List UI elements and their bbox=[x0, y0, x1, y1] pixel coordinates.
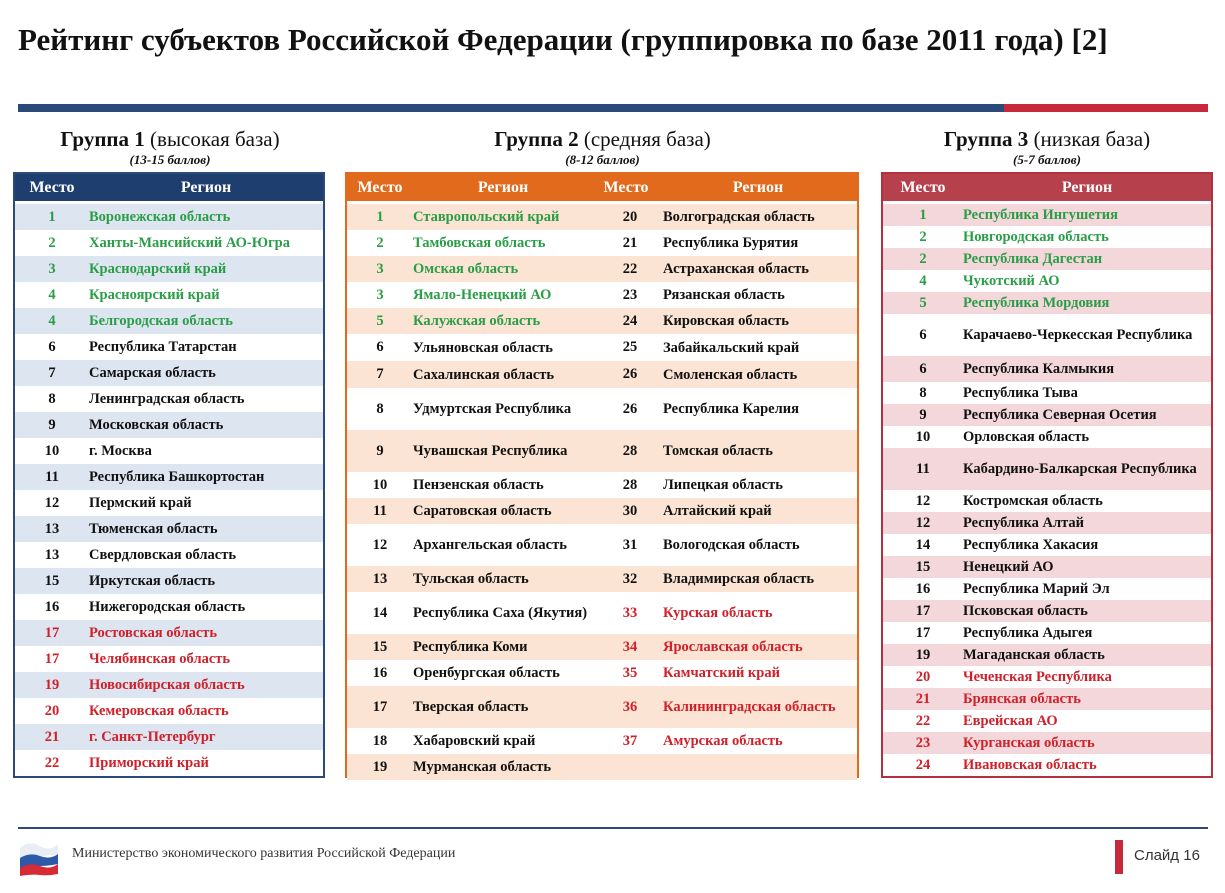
table-row bbox=[347, 634, 857, 660]
slide-number: Слайд 16 bbox=[1134, 847, 1200, 864]
row-region-b: Ярославская область bbox=[663, 639, 803, 655]
row-place-b: 33 bbox=[622, 604, 638, 621]
table-row bbox=[347, 430, 857, 472]
table-row bbox=[347, 498, 857, 524]
table-row bbox=[15, 308, 323, 334]
table-row bbox=[15, 438, 323, 464]
row-region-a: Тверская область bbox=[413, 699, 529, 715]
row-place: 12 bbox=[44, 494, 60, 511]
footer-divider bbox=[18, 827, 1208, 829]
row-region: Карачаево-Черкесская Республика bbox=[963, 327, 1193, 343]
row-region: Московская область bbox=[89, 417, 224, 433]
row-place: 5 bbox=[919, 294, 927, 311]
row-place-b: 25 bbox=[622, 339, 638, 355]
table-row bbox=[15, 412, 323, 438]
row-region-a: Республика Саха (Якутия) bbox=[413, 605, 588, 621]
row-region: Челябинская область bbox=[89, 651, 231, 667]
row-place-b: 28 bbox=[622, 476, 638, 493]
row-place: 4 bbox=[48, 286, 56, 303]
group3-base: (низкая база) bbox=[1033, 127, 1151, 151]
row-region-b: Вологодская область bbox=[663, 537, 800, 553]
ministry-name: Министерство экономического развития Российской Федерации bbox=[72, 846, 456, 861]
table-row bbox=[883, 204, 1211, 226]
row-place-a: 6 bbox=[376, 339, 384, 355]
row-place: 15 bbox=[915, 558, 931, 575]
table-row bbox=[883, 404, 1211, 426]
table-row bbox=[883, 226, 1211, 248]
group1-subtitle: (13-15 баллов) bbox=[129, 152, 211, 167]
table-row bbox=[15, 204, 323, 230]
row-region: Республика Дагестан bbox=[963, 251, 1103, 267]
table-row bbox=[347, 308, 857, 334]
row-place: 20 bbox=[44, 702, 60, 719]
row-place: 24 bbox=[915, 756, 931, 773]
table-row bbox=[883, 666, 1211, 688]
row-place: 21 bbox=[915, 690, 931, 707]
row-place-a: 17 bbox=[372, 698, 388, 715]
table-row bbox=[883, 248, 1211, 270]
row-region: Курганская область bbox=[963, 735, 1095, 751]
table-row bbox=[883, 490, 1211, 512]
row-region-a: Саратовская область bbox=[413, 503, 552, 519]
row-region-b: Курская область bbox=[663, 605, 773, 621]
row-place: 17 bbox=[915, 602, 931, 619]
table-row bbox=[347, 282, 857, 308]
row-region-a: Ямало-Ненецкий АО bbox=[413, 287, 552, 303]
row-place: 16 bbox=[44, 598, 60, 615]
table-row bbox=[347, 334, 857, 361]
table-row bbox=[15, 256, 323, 282]
row-place-a: 7 bbox=[376, 366, 384, 382]
row-region-b: Волгоградская область bbox=[663, 209, 815, 225]
table-row bbox=[347, 361, 857, 388]
table-row bbox=[15, 360, 323, 386]
table-row bbox=[15, 620, 323, 646]
row-region: Орловская область bbox=[963, 429, 1090, 445]
table-row bbox=[883, 314, 1211, 356]
group1-col-region: Регион bbox=[180, 178, 232, 196]
row-place-a: 5 bbox=[376, 312, 384, 329]
row-region-b: Липецкая область bbox=[663, 477, 783, 493]
row-region: Пермский край bbox=[89, 495, 192, 511]
group2-base: (средняя база) bbox=[583, 127, 711, 151]
group3-col-place: Место bbox=[900, 178, 946, 196]
row-region-b: Алтайский край bbox=[663, 503, 772, 519]
row-place-b: 20 bbox=[622, 208, 638, 225]
row-region-b: Забайкальский край bbox=[663, 339, 800, 356]
table-row bbox=[15, 646, 323, 672]
row-place: 19 bbox=[44, 676, 60, 693]
table-row bbox=[15, 464, 323, 490]
row-region: Республика Северная Осетия bbox=[963, 407, 1157, 423]
row-place: 22 bbox=[44, 754, 60, 771]
table-row bbox=[15, 542, 323, 568]
row-place: 16 bbox=[915, 580, 931, 597]
table-row bbox=[883, 512, 1211, 534]
table-row bbox=[883, 622, 1211, 644]
row-place: 15 bbox=[44, 572, 60, 589]
row-region: Нижегородская область bbox=[89, 599, 246, 615]
row-region-a: Тульская область bbox=[413, 571, 529, 587]
row-place: 2 bbox=[919, 228, 927, 245]
row-place: 14 bbox=[915, 536, 931, 553]
row-region-a: Мурманская область bbox=[413, 759, 552, 775]
row-place-a: 13 bbox=[372, 570, 388, 587]
row-region-b: Калининградская область bbox=[663, 699, 836, 715]
row-place-a: 3 bbox=[376, 286, 384, 303]
row-place: 4 bbox=[919, 272, 927, 289]
page-title: Рейтинг субъектов Российской Федерации (группировка по базе 2011 года) [2] bbox=[18, 22, 1108, 57]
row-region-a: Пензенская область bbox=[413, 477, 544, 493]
row-region-a: Ставропольский край bbox=[413, 209, 560, 225]
row-place: 3 bbox=[48, 260, 56, 277]
table-row bbox=[347, 472, 857, 498]
row-place-b: 31 bbox=[622, 536, 638, 553]
row-place: 8 bbox=[48, 390, 56, 407]
row-region: Ивановская область bbox=[963, 757, 1097, 773]
row-place-b: 28 bbox=[622, 442, 638, 459]
table-row bbox=[883, 732, 1211, 754]
row-place: 11 bbox=[916, 460, 930, 477]
row-region: Краснодарский край bbox=[89, 261, 227, 277]
table-row bbox=[883, 426, 1211, 448]
row-place-b: 26 bbox=[622, 366, 638, 382]
table-row bbox=[15, 750, 323, 776]
table-row bbox=[883, 578, 1211, 600]
row-place: 22 bbox=[915, 712, 931, 729]
group2-table bbox=[345, 172, 859, 778]
row-region: Иркутская область bbox=[89, 573, 216, 589]
group3-col-region: Регион bbox=[1061, 178, 1113, 196]
row-region-a: Архангельская область bbox=[413, 537, 567, 553]
row-region: Псковская область bbox=[963, 603, 1088, 619]
row-place: 6 bbox=[919, 326, 927, 343]
group2-col-place-a: Место bbox=[357, 178, 403, 196]
row-place-a: 8 bbox=[376, 400, 384, 417]
row-place: 13 bbox=[44, 546, 60, 563]
table-row bbox=[15, 698, 323, 724]
row-region-b: Томская область bbox=[663, 443, 773, 459]
row-place-a: 2 bbox=[376, 234, 384, 251]
table-row bbox=[883, 688, 1211, 710]
row-place-a: 9 bbox=[376, 442, 384, 459]
row-place: 20 bbox=[915, 668, 931, 685]
row-region-a: Калужская область bbox=[413, 313, 541, 329]
row-place-b: 23 bbox=[622, 286, 638, 303]
table-row bbox=[883, 270, 1211, 292]
row-place-a: 19 bbox=[372, 758, 388, 775]
row-place-b: 30 bbox=[622, 502, 638, 519]
row-place: 6 bbox=[919, 360, 927, 377]
row-place: 11 bbox=[45, 468, 59, 485]
row-place-a: 3 bbox=[376, 260, 384, 277]
row-region: Тюменская область bbox=[89, 521, 218, 537]
row-region-a: Омская область bbox=[413, 261, 519, 277]
row-region: Новосибирская область bbox=[89, 677, 245, 693]
table-row bbox=[347, 256, 857, 282]
row-place: 7 bbox=[48, 364, 56, 381]
table-row bbox=[883, 754, 1211, 776]
row-region: Республика Хакасия bbox=[963, 537, 1099, 553]
table-row bbox=[347, 388, 857, 430]
row-region: Республика Ингушетия bbox=[963, 207, 1118, 223]
row-region: г. Санкт-Петербург bbox=[89, 729, 216, 745]
row-place-a: 16 bbox=[372, 664, 388, 681]
table-row bbox=[347, 566, 857, 592]
row-place: 4 bbox=[48, 312, 56, 329]
group2-subtitle: (8-12 баллов) bbox=[565, 152, 640, 167]
row-place: 6 bbox=[48, 338, 56, 355]
row-region: Чукотский АО bbox=[963, 273, 1060, 289]
row-place-a: 14 bbox=[372, 604, 388, 621]
row-place: 13 bbox=[44, 520, 60, 537]
table-row bbox=[15, 282, 323, 308]
row-region-a: Ульяновская область bbox=[413, 339, 553, 356]
row-place: 10 bbox=[44, 442, 60, 459]
row-region-b: Республика Карелия bbox=[663, 401, 799, 417]
row-region-b: Кировская область bbox=[663, 313, 789, 329]
row-region-b: Амурская область bbox=[663, 733, 783, 749]
group2-heading bbox=[346, 126, 859, 152]
row-place: 1 bbox=[48, 208, 56, 225]
row-region: Республика Калмыкия bbox=[963, 361, 1115, 377]
table-row bbox=[15, 724, 323, 750]
table-row bbox=[347, 524, 857, 566]
group1-table bbox=[13, 172, 325, 778]
row-region: Приморский край bbox=[89, 755, 209, 771]
group1-name: Группа 1 bbox=[60, 127, 145, 151]
table-row bbox=[883, 448, 1211, 490]
row-region: г. Москва bbox=[89, 443, 152, 459]
row-place: 17 bbox=[44, 650, 60, 667]
header-divider-red bbox=[1004, 104, 1208, 112]
table-row bbox=[883, 382, 1211, 404]
table-row bbox=[347, 660, 857, 686]
table-row bbox=[883, 710, 1211, 732]
table-row bbox=[15, 568, 323, 594]
row-region-a: Республика Коми bbox=[413, 639, 528, 655]
row-place: 21 bbox=[44, 728, 60, 745]
row-region-b: Рязанская область bbox=[663, 287, 785, 303]
row-place-b: 24 bbox=[622, 312, 638, 329]
row-region: Воронежская область bbox=[89, 209, 231, 225]
group2-table-header bbox=[347, 174, 857, 201]
row-place: 23 bbox=[915, 734, 931, 751]
row-region: Ненецкий АО bbox=[963, 559, 1054, 575]
group2-col-place-b: Место bbox=[603, 178, 649, 196]
row-place-b: 36 bbox=[622, 698, 638, 715]
table-row bbox=[15, 490, 323, 516]
group2-col-region-a: Регион bbox=[477, 178, 529, 196]
row-region-a: Оренбургская область bbox=[413, 665, 560, 681]
group1-base: (высокая база) bbox=[150, 127, 280, 151]
row-region: Белгородская область bbox=[89, 313, 233, 329]
row-region-a: Сахалинская область bbox=[413, 366, 555, 383]
table-row bbox=[883, 644, 1211, 666]
table-row bbox=[347, 728, 857, 754]
group2-col-region-b: Регион bbox=[732, 178, 784, 196]
row-region-b: Владимирская область bbox=[663, 571, 815, 587]
row-place: 12 bbox=[915, 492, 931, 509]
row-region-a: Чувашская Республика bbox=[413, 443, 568, 459]
header-divider-blue bbox=[18, 104, 1004, 112]
table-row bbox=[347, 592, 857, 634]
table-row bbox=[347, 204, 857, 230]
group3-rows bbox=[883, 204, 1211, 776]
row-region: Кабардино-Балкарская Республика bbox=[963, 461, 1197, 477]
row-region: Магаданская область bbox=[963, 647, 1105, 663]
row-region: Ленинградская область bbox=[89, 391, 245, 407]
row-region-b: Республика Бурятия bbox=[663, 235, 799, 251]
row-place-b: 21 bbox=[622, 234, 638, 251]
row-place-a: 12 bbox=[372, 536, 388, 553]
table-row bbox=[883, 356, 1211, 382]
row-place-a: 10 bbox=[372, 476, 388, 493]
table-row bbox=[883, 534, 1211, 556]
row-place-b: 26 bbox=[622, 400, 638, 417]
row-region-a: Тамбовская область bbox=[413, 235, 546, 251]
row-region: Брянская область bbox=[963, 691, 1081, 707]
row-place-b: 22 bbox=[622, 260, 638, 277]
group1-table-header bbox=[15, 174, 323, 201]
row-place-b: 37 bbox=[622, 732, 638, 749]
slide-marker bbox=[1115, 840, 1123, 874]
group3-subtitle: (5-7 баллов) bbox=[1013, 152, 1081, 167]
row-region: Ростовская область bbox=[89, 625, 218, 641]
table-row bbox=[15, 334, 323, 360]
row-place: 2 bbox=[48, 234, 56, 251]
row-region: Республика Алтай bbox=[963, 515, 1085, 531]
row-place: 2 bbox=[919, 250, 927, 267]
row-region: Чеченская Республика bbox=[963, 669, 1112, 685]
table-row bbox=[347, 230, 857, 256]
table-row bbox=[15, 386, 323, 412]
group1-heading bbox=[14, 126, 326, 152]
table-row bbox=[347, 686, 857, 728]
row-place-b: 34 bbox=[622, 638, 638, 655]
row-region-b: Смоленская область bbox=[663, 366, 798, 383]
row-region: Республика Башкортостан bbox=[89, 469, 265, 485]
group3-table bbox=[881, 172, 1213, 778]
row-region: Республика Татарстан bbox=[89, 339, 237, 355]
row-place-a: 15 bbox=[372, 638, 388, 655]
table-row bbox=[15, 672, 323, 698]
group1-col-place: Место bbox=[29, 178, 75, 196]
row-region: Республика Адыгея bbox=[963, 625, 1093, 641]
table-row bbox=[15, 230, 323, 256]
row-region: Самарская область bbox=[89, 365, 216, 381]
row-place: 8 bbox=[919, 384, 927, 401]
row-place-a: 11 bbox=[373, 502, 387, 519]
russian-flag-logo bbox=[18, 838, 60, 876]
group3-table-header bbox=[883, 174, 1211, 201]
table-row bbox=[347, 754, 857, 780]
group3-name: Группа 3 bbox=[943, 127, 1029, 151]
row-place: 9 bbox=[48, 416, 56, 433]
row-place: 19 bbox=[915, 646, 931, 663]
row-region: Свердловская область bbox=[89, 547, 237, 563]
group1-rows bbox=[15, 204, 323, 776]
row-region: Республика Мордовия bbox=[963, 295, 1110, 311]
table-row bbox=[883, 600, 1211, 622]
row-place-b: 32 bbox=[622, 570, 638, 587]
row-region: Кемеровская область bbox=[89, 703, 229, 719]
row-place-b: 35 bbox=[622, 664, 638, 681]
row-region: Новгородская область bbox=[963, 229, 1109, 245]
row-region: Еврейская АО bbox=[963, 713, 1058, 729]
row-region: Костромская область bbox=[963, 493, 1103, 509]
group3-heading bbox=[882, 126, 1212, 152]
row-region-b: Камчатский край bbox=[663, 665, 780, 681]
row-place: 12 bbox=[915, 514, 931, 531]
row-place-a: 1 bbox=[376, 208, 384, 225]
row-region: Республика Марий Эл bbox=[963, 581, 1110, 597]
table-row bbox=[883, 292, 1211, 314]
table-row bbox=[15, 516, 323, 542]
row-region: Красноярский край bbox=[89, 287, 220, 303]
group2-name: Группа 2 bbox=[494, 127, 579, 151]
row-place-a: 18 bbox=[372, 732, 388, 749]
row-region-b: Астраханская область bbox=[663, 261, 809, 277]
row-place: 1 bbox=[919, 206, 927, 223]
table-row bbox=[883, 556, 1211, 578]
row-region-a: Удмуртская Республика bbox=[413, 401, 572, 417]
row-region: Ханты-Мансийский АО-Югра bbox=[89, 235, 290, 251]
row-place: 17 bbox=[915, 624, 931, 641]
row-region: Республика Тыва bbox=[963, 385, 1078, 401]
group2-rows bbox=[347, 204, 857, 780]
row-place: 17 bbox=[44, 624, 60, 641]
row-place: 9 bbox=[919, 406, 927, 423]
row-place: 10 bbox=[915, 428, 931, 445]
table-row bbox=[15, 594, 323, 620]
row-region-a: Хабаровский край bbox=[413, 733, 536, 749]
